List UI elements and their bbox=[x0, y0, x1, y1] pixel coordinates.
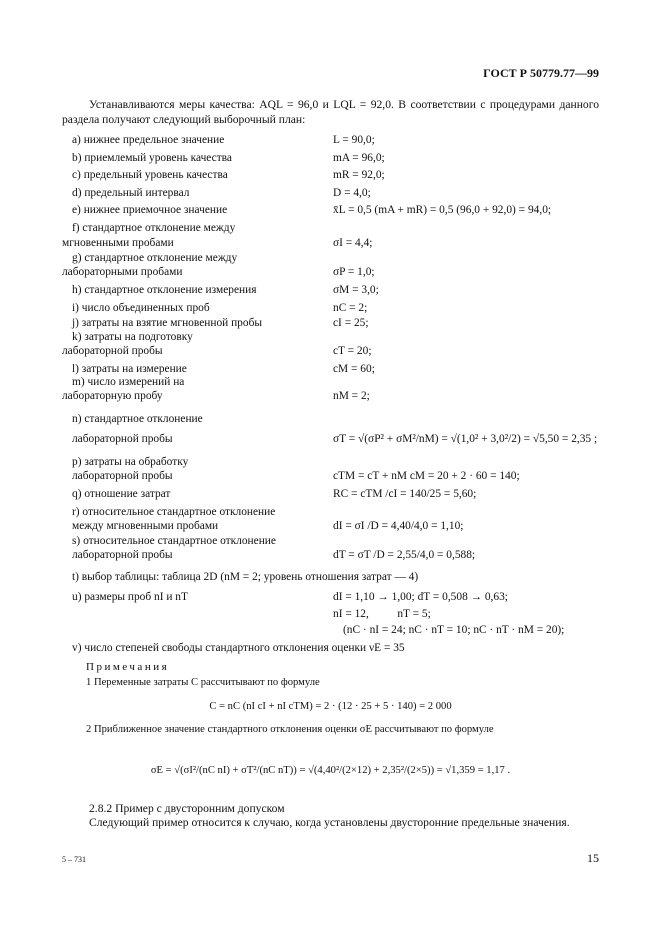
note-1-text: 1 Переменные затраты C рассчитывают по формуле bbox=[86, 677, 320, 688]
item-d-label: d) предельный интервал bbox=[72, 187, 190, 199]
item-m-label-2: лабораторную пробу bbox=[62, 390, 163, 402]
item-f-label-2: мгновенными пробами bbox=[62, 237, 174, 249]
item-h-label: h) стандартное отклонение измерения bbox=[72, 284, 257, 296]
intro-paragraph: Устанавливаются меры качества: AQL = 96,0 и LQL = 92,0. В соответствии с процедурами данного раздела получают следующий выборочный план: bbox=[62, 98, 599, 126]
item-k-formula: cT = 20; bbox=[333, 345, 372, 357]
item-r-label-1: r) относительное стандартное отклонение bbox=[72, 506, 276, 518]
item-u-line-2: nI = 12, nT = 5; bbox=[333, 608, 431, 620]
item-a-label: a) нижнее предельное значение bbox=[72, 134, 225, 146]
item-u-line-1: dI = 1,10 → 1,00; dT = 0,508 → 0,63; bbox=[333, 591, 508, 603]
item-g-label-2: лабораторными пробами bbox=[62, 266, 183, 278]
item-n-formula: σT = √(σP² + σM²/nM) = √(1,0² + 3,0²/2) = √5,50 = 2,35 ; bbox=[333, 433, 598, 445]
item-s-label-1: s) относительное стандартное отклонение bbox=[72, 535, 276, 547]
section-heading: 2.8.2 Пример с двусторонним допуском bbox=[89, 802, 285, 815]
item-v: v) число степеней свободы стандартного отклонения оценки νE = 35 bbox=[72, 642, 405, 654]
document-code: ГОСТ Р 50779.77—99 bbox=[483, 66, 599, 80]
note-1-formula: C = nC (nI cI + nI cTM) = 2 · (12 · 25 + 5 · 140) = 2 000 bbox=[209, 701, 452, 712]
item-u-line-3: (nC · nI = 24; nC · nT = 10; nC · nT · nM = 20); bbox=[343, 624, 565, 636]
note-2-formula: σE = √(σI²/(nC nI) + σT²/(nC nT)) = √(4,40²/(2×12) + 2,35²/(2×5)) = √1,359 = 1,17 . bbox=[150, 765, 511, 776]
item-d-formula: D = 4,0; bbox=[333, 187, 371, 199]
item-b-formula: mA = 96,0; bbox=[333, 152, 385, 164]
item-m-label-1: m) число измерений на bbox=[72, 376, 185, 388]
item-u-label: u) размеры проб nI и nT bbox=[72, 591, 188, 603]
item-c-label: c) предельный уровень качества bbox=[72, 169, 228, 181]
item-f-label-1: f) стандартное отклонение между bbox=[72, 222, 236, 234]
item-m-formula: nM = 2; bbox=[333, 390, 370, 402]
item-e-label: e) нижнее приемочное значение bbox=[72, 204, 228, 216]
item-h-formula: σM = 3,0; bbox=[333, 284, 379, 296]
item-r-formula: dI = σI /D = 4,40/4,0 = 1,10; bbox=[333, 520, 464, 532]
item-r-label-2: между мгновенными пробами bbox=[72, 520, 219, 532]
item-t: t) выбор таблицы: таблица 2D (nM = 2; уровень отношения затрат — 4) bbox=[72, 571, 419, 583]
item-s-formula: dT = σT /D = 2,55/4,0 = 0,588; bbox=[333, 549, 476, 561]
page-number: 15 bbox=[587, 851, 599, 865]
item-j-formula: cI = 25; bbox=[333, 317, 369, 329]
item-a-formula: L = 90,0; bbox=[333, 134, 375, 146]
item-q-label: q) отношение затрат bbox=[72, 488, 171, 500]
item-g-formula: σP = 1,0; bbox=[333, 266, 375, 278]
item-p-label-2: лабораторной пробы bbox=[72, 470, 173, 482]
footer-sheet-code: 5 – 731 bbox=[62, 855, 86, 864]
item-g-label-1: g) стандартное отклонение между bbox=[72, 252, 238, 264]
item-n-label-2: лабораторной пробы bbox=[72, 433, 173, 445]
note-2-text: 2 Приближенное значение стандартного отклонения оценки σE рассчитывают по формуле bbox=[86, 724, 494, 735]
item-p-label-1: p) затраты на обработку bbox=[72, 456, 189, 468]
item-l-formula: cM = 60; bbox=[333, 363, 375, 375]
item-k-label-1: k) затраты на подготовку bbox=[72, 331, 193, 343]
item-s-label-2: лабораторной пробы bbox=[72, 549, 173, 561]
item-j-label: j) затраты на взятие мгновенной пробы bbox=[72, 317, 263, 329]
item-c-formula: mR = 92,0; bbox=[333, 169, 385, 181]
item-n-label-1: n) стандартное отклонение bbox=[72, 413, 203, 425]
item-i-label: i) число объединенных проб bbox=[72, 302, 210, 314]
item-b-label: b) приемлемый уровень качества bbox=[72, 152, 232, 164]
notes-title: Примечания bbox=[86, 661, 170, 673]
item-q-formula: RC = cTM /cI = 140/25 = 5,60; bbox=[333, 488, 477, 500]
item-e-formula: x̄L = 0,5 (mA + mR) = 0,5 (96,0 + 92,0) = 94,0; bbox=[333, 204, 552, 216]
section-paragraph: Следующий пример относится к случаю, когда установлены двусторонние предельные значения. bbox=[89, 816, 570, 829]
item-f-formula: σI = 4,4; bbox=[333, 237, 373, 249]
item-i-formula: nC = 2; bbox=[333, 302, 368, 314]
item-p-formula: cTM = cT + nM cM = 20 + 2 · 60 = 140; bbox=[333, 470, 520, 482]
item-k-label-2: лабораторной пробы bbox=[62, 345, 163, 357]
item-l-label: l) затраты на измерение bbox=[72, 363, 187, 375]
